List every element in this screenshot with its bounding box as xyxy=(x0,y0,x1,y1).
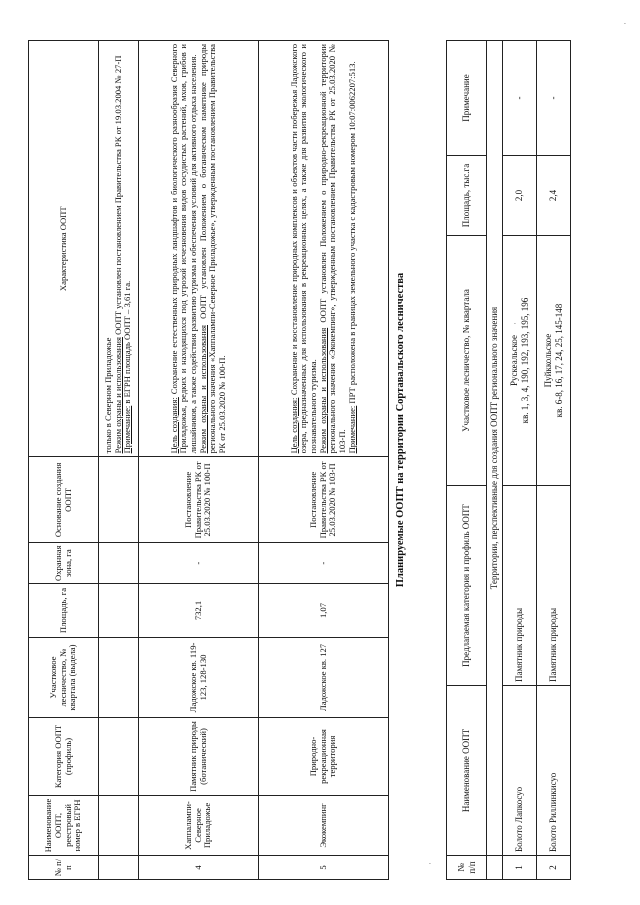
header-forestry: Участковое лесничество, № квартала xyxy=(447,236,487,486)
header-buffer: Охранная зона, га xyxy=(29,543,99,584)
row-name: Хаппалампи-Северное Приладожье xyxy=(139,796,259,856)
cont-mode-label: Режим охраны и использования xyxy=(112,337,123,454)
table1-continuation-row xyxy=(99,41,139,880)
table2-header-row xyxy=(447,41,487,880)
row-basis: Постановление Правительства РК от 25.03.2020 № 100-П xyxy=(139,457,259,543)
goal-text: Сохранение и восстановление природных комплексов и объектов части побережья Ладожского озера, предназначенных для использования в рекреационных целях, а также для развития экологического и познавательного туризма. xyxy=(288,44,319,454)
row-characteristic xyxy=(259,41,389,457)
mode-label: Режим охраны и использования xyxy=(197,325,208,454)
row-basis: Постановление Правительства РК от 25.03.2020 № 103-П xyxy=(259,457,389,543)
row-buffer: - xyxy=(259,543,389,584)
row-area: 1,07 xyxy=(259,584,389,638)
row-category: Памятник природы (ботанический) xyxy=(139,718,259,796)
header-name: Наименование ООПТ xyxy=(447,686,487,856)
row-category: Памятник природы xyxy=(503,486,537,686)
row-forestry: Ладожское кв. 119-123, 128-130 xyxy=(139,638,259,718)
row-num: 4 xyxy=(139,856,259,880)
planned-oopt-table xyxy=(446,40,571,880)
forestry-name: Рускеальское xyxy=(509,335,520,386)
goal-text: Сохранение естественных природных ландшафтов и биологического разнообразия Северного Приладожья, редких и находящихся под угрозой исчезновения видов сосудистых растений, мхов, грибов и лишайников, а также содействия развитию туризма и обеспечения условий для активного отдыха населения. xyxy=(168,43,198,454)
row-forestry: Ладожское кв. 127 xyxy=(259,638,389,718)
note-label: Примечание: xyxy=(346,405,357,454)
table-row xyxy=(503,41,537,880)
forestry-name: Пуйккольское xyxy=(543,333,554,388)
row-category: Природно-рекреационная территория xyxy=(259,718,389,796)
row-name: Болото Лапкосуо xyxy=(503,686,537,856)
row-num: 1 xyxy=(503,856,537,880)
header-category: Предлагаемая категория и профиль ООПТ xyxy=(447,486,487,686)
row-num: 2 xyxy=(537,856,571,880)
header-num: № п/п xyxy=(29,856,99,880)
forestry-quarters: кв. 6-8, 16, 17, 24, 25, 145-148 xyxy=(553,303,564,418)
header-forestry: Участковое лесничество, № квартала (выдела) xyxy=(29,638,99,718)
header-num: № п/п xyxy=(447,856,487,880)
cont-mode-text: ООПТ установлен постановлением Правительства РК от 19.03.2004 № 27-П xyxy=(112,55,123,338)
scan-speck: · xyxy=(510,322,520,325)
row-category: Памятник природы xyxy=(537,486,571,686)
goal-label: Цель создания: xyxy=(288,397,299,454)
row-note: - xyxy=(503,41,537,156)
row-name: Болото Риллинкисуо xyxy=(537,686,571,856)
row-num: 5 xyxy=(259,856,389,880)
table-row xyxy=(259,41,389,880)
row-buffer: - xyxy=(139,543,259,584)
row-forestry xyxy=(537,236,571,486)
row-characteristic xyxy=(139,41,259,457)
section-title: Территории, перспективные для создания ООПТ регионального значения xyxy=(487,41,503,856)
row-area: 2,4 xyxy=(537,156,571,236)
header-note: Примечание xyxy=(447,41,487,156)
cont-note-label: Примечание: xyxy=(122,405,133,454)
mode-label: Режим охраны и использования xyxy=(317,327,328,454)
header-area: Площадь, тыс.га xyxy=(447,156,487,236)
header-category: Категория ООПТ (профиль) xyxy=(29,718,99,796)
row-area: 2,0 xyxy=(503,156,537,236)
header-name: Наименование ООПТ, реестровый номер в ЕГРН xyxy=(29,796,99,856)
cont-note-text: в ЕГРН площадь ООПТ – 3,61 га. xyxy=(122,280,133,406)
header-characteristic: Характеристика ООПТ xyxy=(29,41,99,457)
table-row xyxy=(537,41,571,880)
forestry-quarters: кв. 1, 3, 4, 190, 192, 193, 195, 196 xyxy=(519,297,530,424)
goal-label: Цель создания: xyxy=(168,397,179,454)
cont-line1: только в Северном Приладожье xyxy=(103,337,114,454)
row-name: Экокемпинг xyxy=(259,796,389,856)
mode-text: ООПТ установлен Положением о природно-рекреационной территории регионального значения «Экокемпинг», утвержденным постановлением Правительства РК от 25.03.2020 № 103-П. xyxy=(317,44,347,454)
row-area: 732,1 xyxy=(139,584,259,638)
table-row xyxy=(139,41,259,880)
mode-text: ООПТ установлен Положением о ботаническом памятнике природы регионального значения «Хаппалампи-Северное Приладожье», утвержденным постановлением Правительства РК от 25.03.2020 № 100-П. xyxy=(197,44,227,454)
scan-speck: · xyxy=(425,862,435,865)
table1-header-row xyxy=(29,41,99,880)
planned-oopt-title: Планируемые ООПТ на территории Сортавальского лесничества xyxy=(395,272,406,588)
existing-oopt-table xyxy=(28,40,389,880)
header-basis: Основание создания ООПТ xyxy=(29,457,99,543)
row-forestry xyxy=(503,236,537,486)
note-text: ПРТ расположена в границах земельного участка с кадастровым номером 10:07:0062207:513. xyxy=(346,61,357,406)
row-note: - xyxy=(537,41,571,156)
scan-speck: · xyxy=(620,22,630,25)
table2-section-row xyxy=(487,41,503,880)
continuation-characteristic xyxy=(99,41,139,457)
header-area: Площадь, га xyxy=(29,584,99,638)
